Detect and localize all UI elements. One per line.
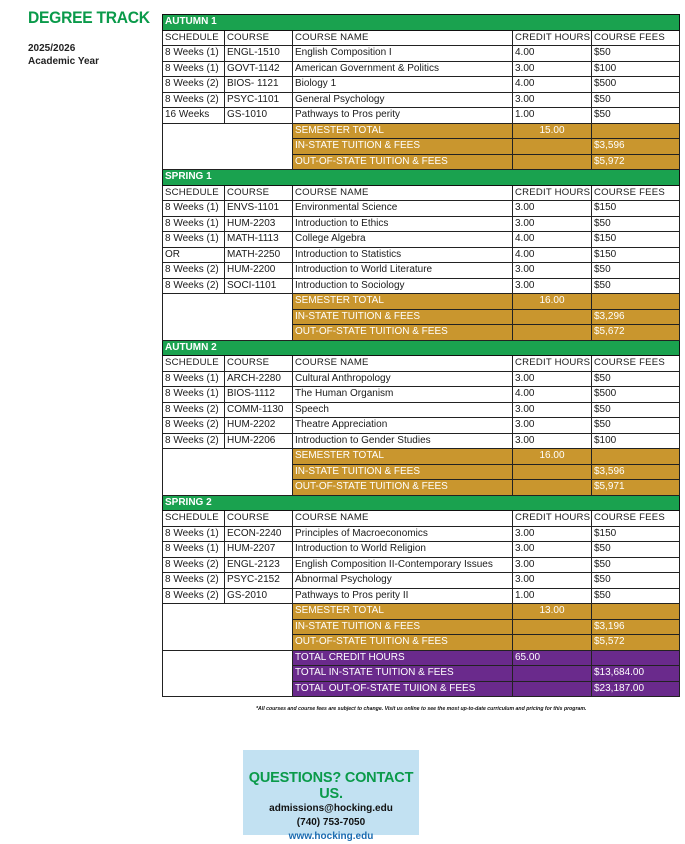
contact-box xyxy=(243,750,419,842)
out-state-total-row xyxy=(163,635,680,651)
table-row xyxy=(163,588,680,604)
cell-schedule: 8 Weeks (1) xyxy=(163,46,225,62)
cell-course-fees: $50 xyxy=(592,588,680,604)
cell-course: ENVS-1101 xyxy=(225,201,293,217)
cell-course-name: Speech xyxy=(293,402,513,418)
column-header-course-name: COURSE NAME xyxy=(293,356,513,372)
total-credit-hours-row xyxy=(163,650,680,666)
cell-schedule: 8 Weeks (2) xyxy=(163,402,225,418)
column-header-course-name: COURSE NAME xyxy=(293,185,513,201)
contact-email[interactable]: admissions@hocking.edu xyxy=(269,803,393,814)
out-state-total-credit-cell xyxy=(513,154,592,170)
cell-credit-hours: 4.00 xyxy=(513,46,592,62)
cell-course: ENGL-2123 xyxy=(225,557,293,573)
column-header-row xyxy=(163,185,680,201)
total-credit-hours-label: TOTAL CREDIT HOURS xyxy=(293,650,513,666)
blank-cell xyxy=(163,294,293,310)
cell-course: HUM-2200 xyxy=(225,263,293,279)
cell-credit-hours: 3.00 xyxy=(513,418,592,434)
cell-course-fees: $50 xyxy=(592,108,680,124)
term-name: AUTUMN 2 xyxy=(163,340,680,356)
table-row xyxy=(163,387,680,403)
cell-course-name: American Government & Politics xyxy=(293,61,513,77)
contact-website[interactable]: www.hocking.edu xyxy=(288,831,374,842)
in-state-total-value: $3,596 xyxy=(592,139,680,155)
in-state-total-label: IN-STATE TUITION & FEES xyxy=(293,464,513,480)
in-state-total-value: $3,196 xyxy=(592,619,680,635)
cell-schedule: 8 Weeks (2) xyxy=(163,77,225,93)
semester-total-value: 15.00 xyxy=(513,123,592,139)
cell-credit-hours: 4.00 xyxy=(513,232,592,248)
in-state-total-credit-cell xyxy=(513,619,592,635)
contact-title: QUESTIONS? CONTACT US. xyxy=(248,770,414,802)
in-state-total-row xyxy=(163,139,680,155)
semester-total-fee-cell xyxy=(592,123,680,139)
disclaimer: *All courses and course fees are subject to change. Visit us online to see the most up-to-date curriculum and pricing for this program. xyxy=(256,706,587,712)
out-state-total-credit-cell xyxy=(513,480,592,496)
cell-schedule: 8 Weeks (1) xyxy=(163,216,225,232)
term-header xyxy=(163,495,680,511)
cell-credit-hours: 1.00 xyxy=(513,588,592,604)
cell-credit-hours: 3.00 xyxy=(513,433,592,449)
column-header-row xyxy=(163,511,680,527)
cell-credit-hours: 3.00 xyxy=(513,201,592,217)
cell-course-name: Introduction to World Religion xyxy=(293,542,513,558)
cell-credit-hours: 3.00 xyxy=(513,557,592,573)
cell-course-name: Pathways to Pros perity II xyxy=(293,588,513,604)
in-state-total-row xyxy=(163,309,680,325)
cell-course: ARCH-2280 xyxy=(225,371,293,387)
cell-course: GS-1010 xyxy=(225,108,293,124)
cell-credit-hours: 3.00 xyxy=(513,402,592,418)
semester-total-value: 16.00 xyxy=(513,294,592,310)
blank-cell xyxy=(163,309,293,325)
semester-total-value: 13.00 xyxy=(513,604,592,620)
cell-course-fees: $50 xyxy=(592,46,680,62)
cell-course-name: Pathways to Pros perity xyxy=(293,108,513,124)
out-state-total-label: OUT-OF-STATE TUITION & FEES xyxy=(293,480,513,496)
cell-course-name: Introduction to Sociology xyxy=(293,278,513,294)
cell-course: HUM-2207 xyxy=(225,542,293,558)
in-state-total-value: $3,596 xyxy=(592,464,680,480)
table-row xyxy=(163,278,680,294)
term-header xyxy=(163,340,680,356)
blank-cell xyxy=(163,635,293,651)
cell-course-fees: $50 xyxy=(592,418,680,434)
column-header-course-name: COURSE NAME xyxy=(293,511,513,527)
cell-course-name: English Composition II-Contemporary Issues xyxy=(293,557,513,573)
semester-total-label: SEMESTER TOTAL xyxy=(293,604,513,620)
year-value: 2025/2026 xyxy=(28,43,76,54)
cell-schedule: 8 Weeks (2) xyxy=(163,92,225,108)
cell-course-fees: $50 xyxy=(592,542,680,558)
column-header-credit-hours: CREDIT HOURS xyxy=(513,356,592,372)
in-state-total-value: $3,296 xyxy=(592,309,680,325)
semester-total-fee-cell xyxy=(592,294,680,310)
cell-course-name: Environmental Science xyxy=(293,201,513,217)
cell-schedule: 8 Weeks (2) xyxy=(163,588,225,604)
blank-cell xyxy=(163,480,293,496)
out-state-total-row xyxy=(163,325,680,341)
cell-course-fees: $50 xyxy=(592,216,680,232)
in-state-total-credit-cell xyxy=(513,464,592,480)
out-state-total-value: $5,672 xyxy=(592,325,680,341)
cell-course-name: Principles of Macroeconomics xyxy=(293,526,513,542)
cell-course-fees: $50 xyxy=(592,402,680,418)
degree-track-table-wrapper xyxy=(162,14,679,697)
table-row xyxy=(163,433,680,449)
column-header-credit-hours: CREDIT HOURS xyxy=(513,185,592,201)
cell-credit-hours: 3.00 xyxy=(513,526,592,542)
cell-course: PSYC-2152 xyxy=(225,573,293,589)
cell-credit-hours: 1.00 xyxy=(513,108,592,124)
column-header-course: COURSE xyxy=(225,356,293,372)
in-state-total-label: IN-STATE TUITION & FEES xyxy=(293,309,513,325)
table-row xyxy=(163,542,680,558)
semester-total-label: SEMESTER TOTAL xyxy=(293,294,513,310)
table-row xyxy=(163,371,680,387)
semester-total-fee-cell xyxy=(592,604,680,620)
table-row xyxy=(163,92,680,108)
total-out-state-value: $23,187.00 xyxy=(592,681,680,697)
out-state-total-label: OUT-OF-STATE TUITION & FEES xyxy=(293,325,513,341)
cell-schedule: 8 Weeks (2) xyxy=(163,573,225,589)
cell-credit-hours: 4.00 xyxy=(513,387,592,403)
cell-course-fees: $150 xyxy=(592,526,680,542)
cell-course-fees: $50 xyxy=(592,573,680,589)
term-name: AUTUMN 1 xyxy=(163,15,680,31)
cell-schedule: 8 Weeks (1) xyxy=(163,61,225,77)
out-state-total-value: $5,572 xyxy=(592,635,680,651)
column-header-course-fees: COURSE FEES xyxy=(592,30,680,46)
table-row xyxy=(163,216,680,232)
semester-total-value: 16.00 xyxy=(513,449,592,465)
cell-course-name: Introduction to World Literature xyxy=(293,263,513,279)
cell-course-name: Introduction to Gender Studies xyxy=(293,433,513,449)
column-header-course: COURSE xyxy=(225,30,293,46)
table-row xyxy=(163,573,680,589)
cell-course-fees: $100 xyxy=(592,61,680,77)
table-row xyxy=(163,402,680,418)
in-state-total-credit-cell xyxy=(513,139,592,155)
cell-credit-hours: 3.00 xyxy=(513,216,592,232)
academic-year xyxy=(28,42,158,68)
semester-total-row xyxy=(163,294,680,310)
total-in-state-row xyxy=(163,666,680,682)
semester-total-fee-cell xyxy=(592,449,680,465)
column-header-course-fees: COURSE FEES xyxy=(592,356,680,372)
sidebar xyxy=(28,8,158,68)
cell-course: MATH-1113 xyxy=(225,232,293,248)
table-body xyxy=(163,15,680,697)
total-out-state-row xyxy=(163,681,680,697)
cell-course-fees: $50 xyxy=(592,92,680,108)
cell-course-fees: $50 xyxy=(592,371,680,387)
blank-cell xyxy=(163,650,293,666)
cell-credit-hours: 3.00 xyxy=(513,542,592,558)
in-state-total-row xyxy=(163,464,680,480)
out-state-total-credit-cell xyxy=(513,325,592,341)
blank-cell xyxy=(163,681,293,697)
column-header-schedule: SCHEDULE xyxy=(163,356,225,372)
column-header-course: COURSE xyxy=(225,185,293,201)
blank-cell xyxy=(163,449,293,465)
cell-course-name: Theatre Appreciation xyxy=(293,418,513,434)
cell-course-fees: $50 xyxy=(592,557,680,573)
cell-schedule: OR xyxy=(163,247,225,263)
table-row xyxy=(163,61,680,77)
cell-schedule: 8 Weeks (2) xyxy=(163,263,225,279)
in-state-total-label: IN-STATE TUITION & FEES xyxy=(293,619,513,635)
out-state-total-credit-cell xyxy=(513,635,592,651)
table-row xyxy=(163,46,680,62)
cell-schedule: 8 Weeks (2) xyxy=(163,433,225,449)
total-in-state-value: $13,684.00 xyxy=(592,666,680,682)
year-label: Academic Year xyxy=(28,56,99,67)
cell-course-fees: $50 xyxy=(592,278,680,294)
cell-course-fees: $50 xyxy=(592,263,680,279)
out-state-total-row xyxy=(163,154,680,170)
semester-total-row xyxy=(163,604,680,620)
column-header-course-fees: COURSE FEES xyxy=(592,511,680,527)
cell-course-name: The Human Organism xyxy=(293,387,513,403)
in-state-total-credit-cell xyxy=(513,309,592,325)
cell-credit-hours: 3.00 xyxy=(513,263,592,279)
degree-track-table xyxy=(162,14,680,697)
cell-schedule: 8 Weeks (2) xyxy=(163,557,225,573)
cell-credit-hours: 3.00 xyxy=(513,278,592,294)
table-row xyxy=(163,201,680,217)
cell-course: ECON-2240 xyxy=(225,526,293,542)
out-state-total-label: OUT-OF-STATE TUITION & FEES xyxy=(293,154,513,170)
semester-total-label: SEMESTER TOTAL xyxy=(293,449,513,465)
column-header-course: COURSE xyxy=(225,511,293,527)
cell-course-name: General Psychology xyxy=(293,92,513,108)
cell-schedule: 8 Weeks (2) xyxy=(163,278,225,294)
cell-course-fees: $150 xyxy=(592,247,680,263)
total-out-state-credit-cell xyxy=(513,681,592,697)
cell-course-name: English Composition I xyxy=(293,46,513,62)
column-header-credit-hours: CREDIT HOURS xyxy=(513,30,592,46)
term-name: SPRING 2 xyxy=(163,495,680,511)
semester-total-label: SEMESTER TOTAL xyxy=(293,123,513,139)
cell-course: PSYC-1101 xyxy=(225,92,293,108)
cell-course: COMM-1130 xyxy=(225,402,293,418)
total-in-state-label: TOTAL IN-STATE TUITION & FEES xyxy=(293,666,513,682)
blank-cell xyxy=(163,604,293,620)
cell-course: HUM-2202 xyxy=(225,418,293,434)
column-header-credit-hours: CREDIT HOURS xyxy=(513,511,592,527)
cell-course-fees: $150 xyxy=(592,201,680,217)
cell-course: ENGL-1510 xyxy=(225,46,293,62)
in-state-total-label: IN-STATE TUITION & FEES xyxy=(293,139,513,155)
out-state-total-value: $5,972 xyxy=(592,154,680,170)
semester-total-row xyxy=(163,449,680,465)
column-header-course-fees: COURSE FEES xyxy=(592,185,680,201)
cell-schedule: 8 Weeks (1) xyxy=(163,201,225,217)
cell-course-name: Abnormal Psychology xyxy=(293,573,513,589)
term-header xyxy=(163,15,680,31)
cell-course-fees: $500 xyxy=(592,387,680,403)
cell-course: GS-2010 xyxy=(225,588,293,604)
table-row xyxy=(163,108,680,124)
cell-schedule: 8 Weeks (1) xyxy=(163,542,225,558)
cell-course-name: Introduction to Statistics xyxy=(293,247,513,263)
cell-course: SOCI-1101 xyxy=(225,278,293,294)
cell-course: GOVT-1142 xyxy=(225,61,293,77)
cell-schedule: 8 Weeks (2) xyxy=(163,418,225,434)
column-header-schedule: SCHEDULE xyxy=(163,30,225,46)
table-row xyxy=(163,263,680,279)
cell-credit-hours: 4.00 xyxy=(513,77,592,93)
out-state-total-value: $5,971 xyxy=(592,480,680,496)
total-in-state-credit-cell xyxy=(513,666,592,682)
cell-credit-hours: 4.00 xyxy=(513,247,592,263)
blank-cell xyxy=(163,666,293,682)
cell-credit-hours: 3.00 xyxy=(513,92,592,108)
cell-course: BIOS-1112 xyxy=(225,387,293,403)
column-header-row xyxy=(163,356,680,372)
cell-course-name: College Algebra xyxy=(293,232,513,248)
blank-cell xyxy=(163,325,293,341)
total-credit-hours-fee-cell xyxy=(592,650,680,666)
total-out-state-label: TOTAL OUT-OF-STATE TUIION & FEES xyxy=(293,681,513,697)
cell-course: BIOS- 1121 xyxy=(225,77,293,93)
blank-cell xyxy=(163,154,293,170)
term-name: SPRING 1 xyxy=(163,170,680,186)
cell-course-fees: $100 xyxy=(592,433,680,449)
blank-cell xyxy=(163,464,293,480)
cell-course: HUM-2203 xyxy=(225,216,293,232)
cell-course-fees: $500 xyxy=(592,77,680,93)
table-row xyxy=(163,232,680,248)
in-state-total-row xyxy=(163,619,680,635)
cell-credit-hours: 3.00 xyxy=(513,61,592,77)
cell-course-name: Cultural Anthropology xyxy=(293,371,513,387)
total-credit-hours-value: 65.00 xyxy=(513,650,592,666)
cell-course-name: Introduction to Ethics xyxy=(293,216,513,232)
column-header-course-name: COURSE NAME xyxy=(293,30,513,46)
column-header-schedule: SCHEDULE xyxy=(163,511,225,527)
cell-schedule: 8 Weeks (1) xyxy=(163,526,225,542)
cell-course-fees: $150 xyxy=(592,232,680,248)
table-row xyxy=(163,418,680,434)
cell-schedule: 8 Weeks (1) xyxy=(163,371,225,387)
cell-credit-hours: 3.00 xyxy=(513,371,592,387)
table-row xyxy=(163,557,680,573)
cell-credit-hours: 3.00 xyxy=(513,573,592,589)
out-state-total-label: OUT-OF-STATE TUITION & FEES xyxy=(293,635,513,651)
column-header-row xyxy=(163,30,680,46)
cell-schedule: 8 Weeks (1) xyxy=(163,387,225,403)
table-row xyxy=(163,526,680,542)
out-state-total-row xyxy=(163,480,680,496)
term-header xyxy=(163,170,680,186)
cell-schedule: 16 Weeks xyxy=(163,108,225,124)
page-title: DEGREE TRACK xyxy=(28,8,150,27)
column-header-schedule: SCHEDULE xyxy=(163,185,225,201)
contact-phone: (740) 753-7050 xyxy=(296,817,366,828)
semester-total-row xyxy=(163,123,680,139)
table-row xyxy=(163,77,680,93)
blank-cell xyxy=(163,619,293,635)
cell-course-name: Biology 1 xyxy=(293,77,513,93)
blank-cell xyxy=(163,139,293,155)
table-row xyxy=(163,247,680,263)
blank-cell xyxy=(163,123,293,139)
cell-course: MATH-2250 xyxy=(225,247,293,263)
cell-course: HUM-2206 xyxy=(225,433,293,449)
cell-schedule: 8 Weeks (1) xyxy=(163,232,225,248)
